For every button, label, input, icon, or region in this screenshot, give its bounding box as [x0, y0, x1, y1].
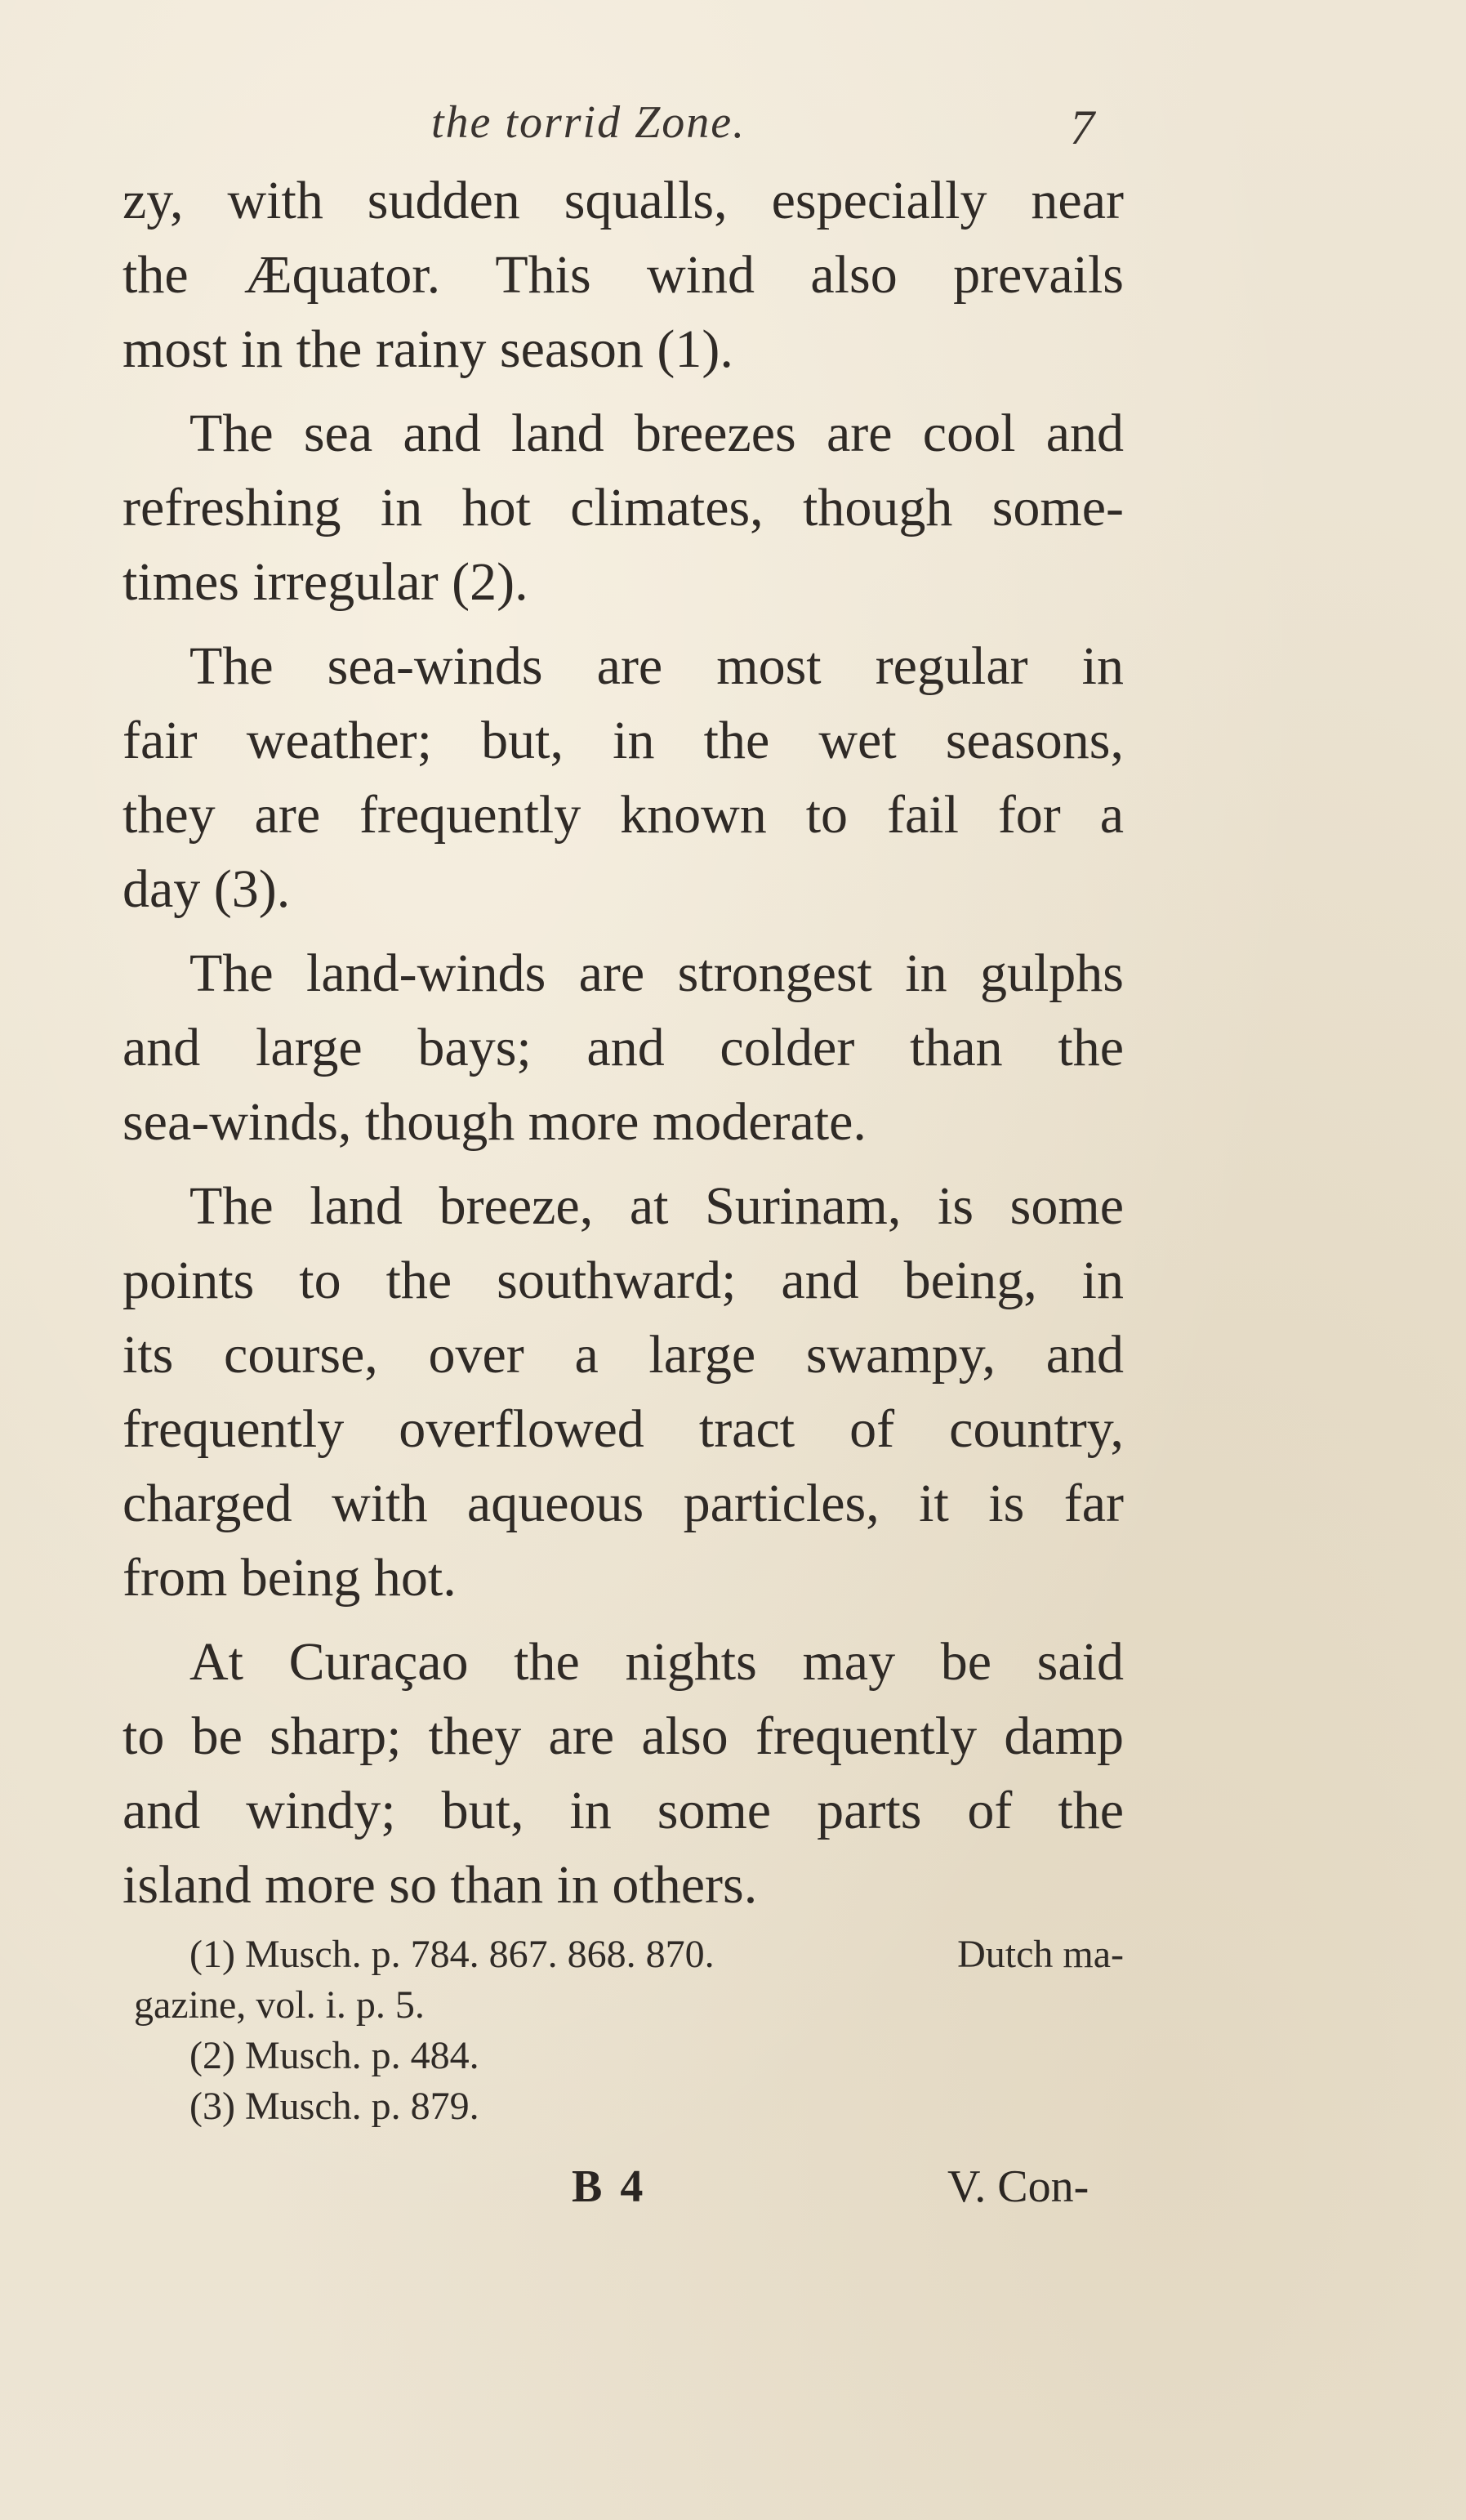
text-line: sea-winds, though more moderate. — [123, 1092, 867, 1152]
footnote-3: (3) Musch. p. 879. — [189, 2085, 479, 2128]
text-line: to be sharp; they are also frequently damp — [123, 1706, 1124, 1766]
text-line: and windy; but, in some parts of the — [123, 1781, 1124, 1840]
text-line: day (3). — [123, 859, 291, 919]
text-line: The sea and land breezes are cool and — [189, 404, 1124, 463]
text-line: points to the southward; and being, in — [123, 1251, 1124, 1310]
text-line: The land-winds are strongest in gulphs — [189, 943, 1124, 1003]
text-line: fair weather; but, in the wet seasons, — [123, 711, 1124, 770]
text-line: most in the rainy season (1). — [123, 319, 733, 379]
catchword: V. Con- — [947, 2161, 1089, 2212]
body-text — [123, 163, 1124, 1922]
text-line: The land breeze, at Surinam, is some — [189, 1176, 1124, 1236]
signature-mark: B 4 — [572, 2161, 647, 2212]
footnotes — [134, 1929, 1124, 2132]
paragraph — [123, 1625, 1124, 1922]
text-line: The sea-winds are most regular in — [189, 636, 1124, 696]
paragraph — [123, 163, 1124, 386]
text-line: they are frequently known to fail for a — [123, 785, 1124, 845]
text-line: the Æquator. This wind also prevails — [123, 245, 1124, 305]
page-number: 7 — [1070, 100, 1094, 154]
footnote-2: (2) Musch. p. 484. — [189, 2034, 479, 2077]
text-line: refreshing in hot climates, though some- — [123, 478, 1124, 537]
text-line: its course, over a large swampy, and — [123, 1325, 1124, 1385]
paragraph — [123, 936, 1124, 1159]
text-line: At Curaçao the nights may be said — [189, 1632, 1124, 1692]
text-line: times irregular (2). — [123, 552, 528, 612]
text-line: from being hot. — [123, 1548, 457, 1608]
footnote-1-text: (1) Musch. p. 784. 867. 868. 870. — [189, 1933, 715, 1976]
text-line: charged with aqueous particles, it is far — [123, 1474, 1124, 1533]
footnote-1-continuation: gazine, vol. i. p. 5. — [134, 1983, 425, 2027]
text-line: zy, with sudden squalls, especially near — [123, 171, 1124, 230]
paragraph — [123, 396, 1124, 619]
text-line: frequently overflowed tract of country, — [123, 1399, 1124, 1459]
running-title: the torrid Zone. — [431, 97, 746, 148]
paragraph — [123, 629, 1124, 926]
paragraph — [123, 1169, 1124, 1615]
text-line: island more so than in others. — [123, 1855, 758, 1915]
footnote-1 — [139, 1929, 1124, 1980]
footnote-1-hyphenated: Dutch ma- — [957, 1933, 1124, 1976]
text-line: and large bays; and colder than the — [123, 1018, 1124, 1077]
